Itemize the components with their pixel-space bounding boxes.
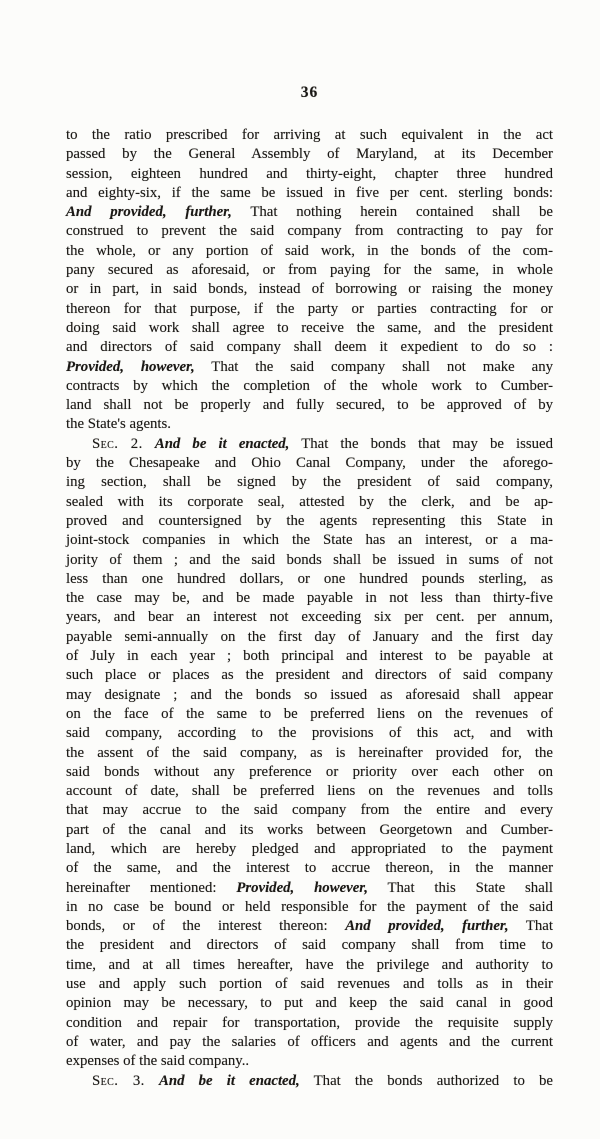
text-segment: and directors of said company shall deem it expedient to do so : [66,339,553,356]
text-column [66,126,553,1091]
italic-phrase: And provided, further, [345,918,509,935]
text-segment: passed by the General Assembly of Maryland, at its December [66,146,553,163]
section-label: Sec. 2. [92,435,143,452]
text-line [66,145,553,164]
text-line [66,358,553,377]
text-line [66,242,553,261]
text-segment: bonds, or of the interest thereon: [66,918,346,935]
text-segment: thereon for that purpose, if the party or parties contracting for or [66,300,553,317]
text-segment [143,436,155,452]
text-line [66,956,553,975]
text-segment: payable semi-annually on the first day of January and the first day [66,628,553,645]
text-line [66,531,553,550]
text-line [66,551,553,570]
text-line [66,879,553,898]
text-segment: That nothing herein contained shall be [231,204,553,221]
text-line [66,936,553,955]
text-segment: That the bonds that may be issued [289,435,554,452]
text-line [66,975,553,994]
text-segment: opinion may be necessary, to put and keep the said canal in good [66,995,553,1012]
text-line [66,319,553,338]
text-line [66,435,553,454]
text-segment: on the face of the same to be preferred liens on the revenues of [66,705,553,722]
text-line [66,608,553,627]
text-line [66,1052,553,1071]
text-segment: joint-stock companies in which the State has an interest, or a ma- [66,532,553,549]
text-line [66,647,553,666]
text-segment: That [508,918,553,935]
text-segment: the president and directors of said company shall from time to [66,937,553,954]
text-segment: part of the canal and its works between Georgetown and Cumber- [66,821,553,838]
text-segment: the case may be, and be made payable in not less than thirty-five [66,590,553,607]
text-segment: the whole, or any portion of said work, in the bonds of the com- [66,242,553,259]
text-segment: that may accrue to the said company from the entire and every [66,802,553,819]
text-line [66,512,553,531]
text-segment: land shall not be properly and fully secured, to be approved of by [66,397,553,414]
text-segment: time, and at all times hereafter, have the privilege and authority to [66,956,553,973]
text-segment: may designate ; and the bonds so issued as aforesaid shall appear [66,686,553,703]
text-line [66,261,553,280]
text-segment: of July in each year ; both principal and interest to be payable at [66,648,553,665]
page-number: 36 [300,84,319,101]
italic-phrase: And provided, further, [66,204,232,221]
text-segment: less than one hundred dollars, or one hundred pounds sterling, as [66,570,553,587]
text-line [66,415,553,434]
text-segment: said bonds without any preference or priority over each other on [66,763,553,780]
text-line [66,859,553,878]
text-line [66,1014,553,1033]
text-line [66,222,553,241]
text-line [66,473,553,492]
text-segment: construed to prevent the said company from contracting to pay for [66,223,553,240]
text-segment: doing said work shall agree to receive the same, and the president [66,319,553,336]
text-line [66,705,553,724]
text-segment: said company, according to the provisions of this act, and with [66,725,553,742]
text-segment: session, eighteen hundred and thirty-eight, chapter three hundred [66,165,553,182]
text-segment: That the bonds authorized to be [299,1072,553,1089]
italic-phrase: And be it enacted, [158,1072,300,1089]
text-segment: pany secured as aforesaid, or from paying for the same, in whole [66,262,553,279]
italic-phrase: Provided, however, [66,358,195,375]
text-line [66,300,553,319]
italic-phrase: And be it enacted, [154,435,290,452]
text-line [66,628,553,647]
text-line [66,840,553,859]
text-segment: such place or places as the president and directors of said company [66,667,553,684]
text-segment: contracts by which the completion of the whole work to Cumber- [66,377,553,394]
text-line [66,126,553,145]
text-segment: of the same, and the interest to accrue thereon, in the manner [66,860,553,877]
text-line [66,763,553,782]
italic-phrase: Provided, however, [236,879,368,896]
text-line [66,686,553,705]
text-segment: by the Chesapeake and Ohio Canal Company, under the aforego- [66,455,553,472]
text-line [66,1072,553,1091]
text-line [66,338,553,357]
text-line [66,165,553,184]
text-segment: use and apply such portion of said revenues and tolls as in their [66,976,553,993]
text-line [66,782,553,801]
text-segment: ing section, shall be signed by the president of said company, [66,474,553,491]
text-line [66,570,553,589]
text-segment: That the said company shall not make any [194,358,553,375]
text-segment: That this State shall [367,879,553,896]
section-label: Sec. 3. [92,1072,145,1089]
text-segment: hereinafter mentioned: [66,879,237,896]
text-segment: expenses of the said company.. [66,1053,250,1070]
text-line [66,724,553,743]
text-segment: of water, and pay the salaries of officers and agents and the current [66,1033,553,1050]
text-line [66,396,553,415]
text-line [66,454,553,473]
text-segment: years, and bear an interest not exceeding six per cent. per annum, [66,609,553,626]
text-segment: sealed with its corporate seal, attested by the clerk, and be ap- [66,493,553,510]
text-line [66,184,553,203]
text-line [66,1033,553,1052]
text-line [66,821,553,840]
text-segment [145,1073,159,1089]
text-segment: in no case be bound or held responsible for the payment of the said [66,898,553,915]
text-line [66,203,553,222]
text-segment: condition and repair for transportation, provide the requisite supply [66,1014,553,1031]
text-segment: the State's agents. [66,416,171,433]
text-line [66,493,553,512]
text-segment: or in part, in said bonds, instead of borrowing or raising the money [66,281,553,298]
text-segment: and eighty-six, if the same be issued in five per cent. sterling bonds: [66,184,553,201]
text-segment: the assent of the said company, as is hereinafter provided for, the [66,744,553,761]
text-line [66,744,553,763]
text-segment: account of date, shall be preferred liens on the revenues and tolls [66,783,553,800]
text-line [66,994,553,1013]
text-line [66,898,553,917]
text-segment: to the ratio prescribed for arriving at such equivalent in the act [66,127,553,143]
text-line [66,917,553,936]
text-segment: proved and countersigned by the agents representing this State in [66,512,553,529]
text-line [66,377,553,396]
text-segment: land, which are hereby pledged and appropriated to the payment [66,840,553,857]
text-line [66,801,553,820]
text-line [66,589,553,608]
text-line [66,666,553,685]
text-segment: jority of them ; and the said bonds shall be issued in sums of not [66,551,553,568]
text-line [66,280,553,299]
